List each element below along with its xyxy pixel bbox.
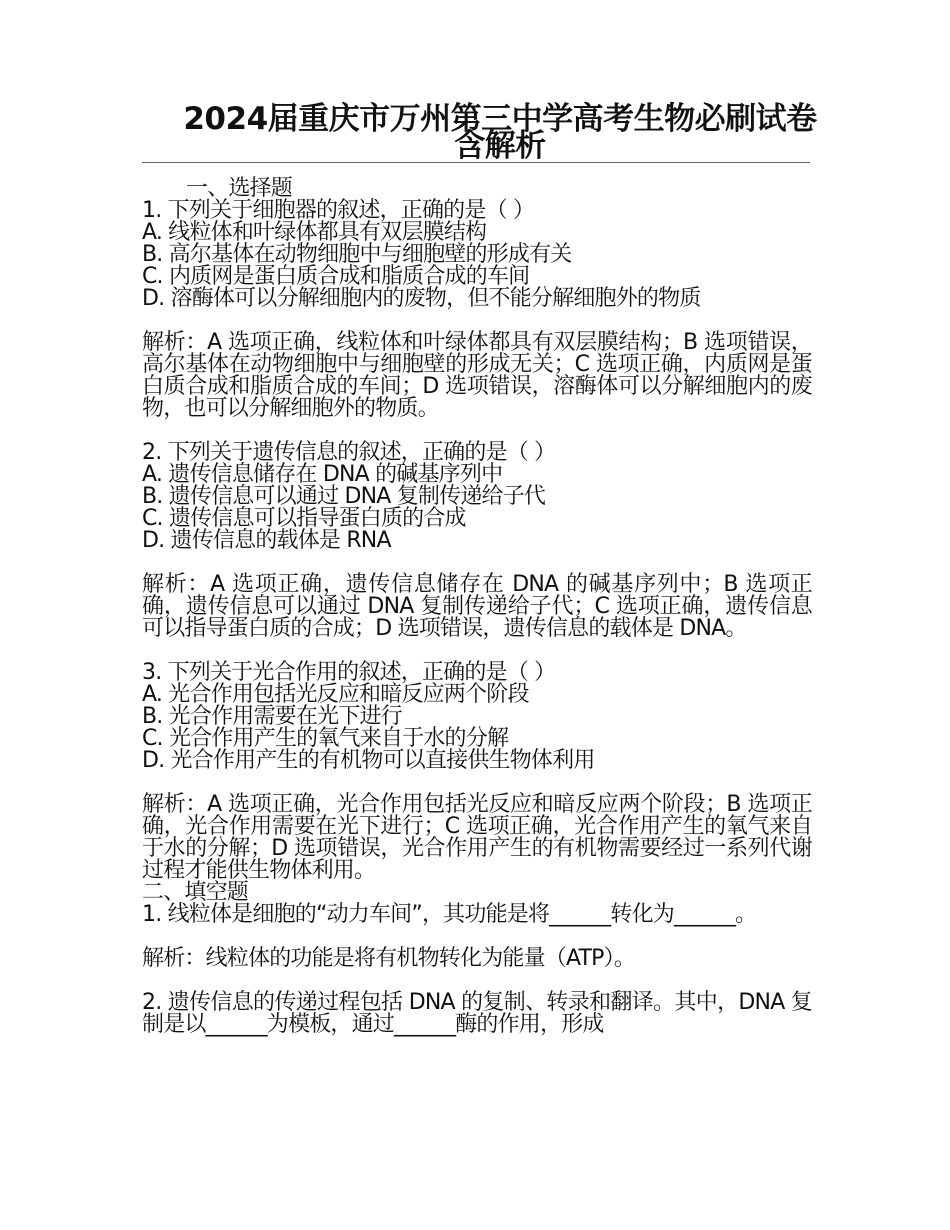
question-option: A. 光合作用包括光反应和暗反应两个阶段	[142, 682, 529, 707]
question-option: B. 高尔基体在动物细胞中与细胞壁的形成有关	[142, 242, 572, 267]
question-option: C. 内质网是蛋白质合成和脂质合成的车间	[142, 264, 530, 289]
section-heading-fill: 二、填空题	[142, 880, 249, 905]
question-stem: 3. 下列关于光合作用的叙述，正确的是（ ）	[142, 660, 556, 685]
title-underline	[142, 162, 810, 163]
question-analysis: 解析：A 选项正确，线粒体和叶绿体都具有双层膜结构；B 选项错误，高尔基体在动物细胞中与细胞壁的形成无关；C 选项正确，内质网是蛋白质合成和脂质合成的车间；D 选项错误，溶酶体可以分解细胞内的废物，也可以分解细胞外的物质。	[142, 330, 812, 421]
question-stem: 1. 线粒体是细胞的“动力车间”，其功能是将______转化为______。	[142, 902, 757, 927]
question-option: D. 遗传信息的载体是 RNA	[142, 528, 391, 553]
question-option: A. 遗传信息储存在 DNA 的碱基序列中	[142, 462, 503, 487]
question-option: B. 光合作用需要在光下进行	[142, 704, 402, 729]
document-title: 2024届重庆市万州第三中学高考生物必刷试卷含解析	[183, 101, 817, 164]
question-option: B. 遗传信息可以通过 DNA 复制传递给子代	[142, 484, 546, 509]
question-option: D. 光合作用产生的有机物可以直接供生物体利用	[142, 748, 595, 773]
question-stem: 1. 下列关于细胞器的叙述，正确的是（ ）	[142, 198, 535, 223]
question-analysis: 解析：线粒体的功能是将有机物转化为能量（ATP）。	[142, 946, 636, 971]
question-option: C. 遗传信息可以指导蛋白质的合成	[142, 506, 466, 531]
section-heading-choice: 一、选择题	[186, 176, 293, 201]
question-stem: 2. 下列关于遗传信息的叙述，正确的是（ ）	[142, 440, 556, 465]
question-option: A. 线粒体和叶绿体都具有双层膜结构	[142, 220, 487, 245]
question-analysis: 解析：A 选项正确，遗传信息储存在 DNA 的碱基序列中；B 选项正确，遗传信息可以通过 DNA 复制传递给子代；C 选项正确，遗传信息可以指导蛋白质的合成；D 选项错误，遗传信息的载体是 DNA。	[142, 572, 812, 641]
document-body	[142, 178, 812, 1036]
question-option: C. 光合作用产生的氧气来自于水的分解	[142, 726, 509, 751]
question-option: D. 溶酶体可以分解细胞内的废物，但不能分解细胞外的物质	[142, 286, 701, 311]
question-analysis: 解析：A 选项正确，光合作用包括光反应和暗反应两个阶段；B 选项正确，光合作用需要在光下进行；C 选项正确，光合作用产生的氧气来自于水的分解；D 选项错误，光合作用产生的有机物需要经过一系列代谢过程才能供生物体利用。	[142, 792, 812, 883]
question-stem: 2. 遗传信息的传递过程包括 DNA 的复制、转录和翻译。其中，DNA 复制是以______为模板，通过______酶的作用，形成	[142, 990, 812, 1037]
